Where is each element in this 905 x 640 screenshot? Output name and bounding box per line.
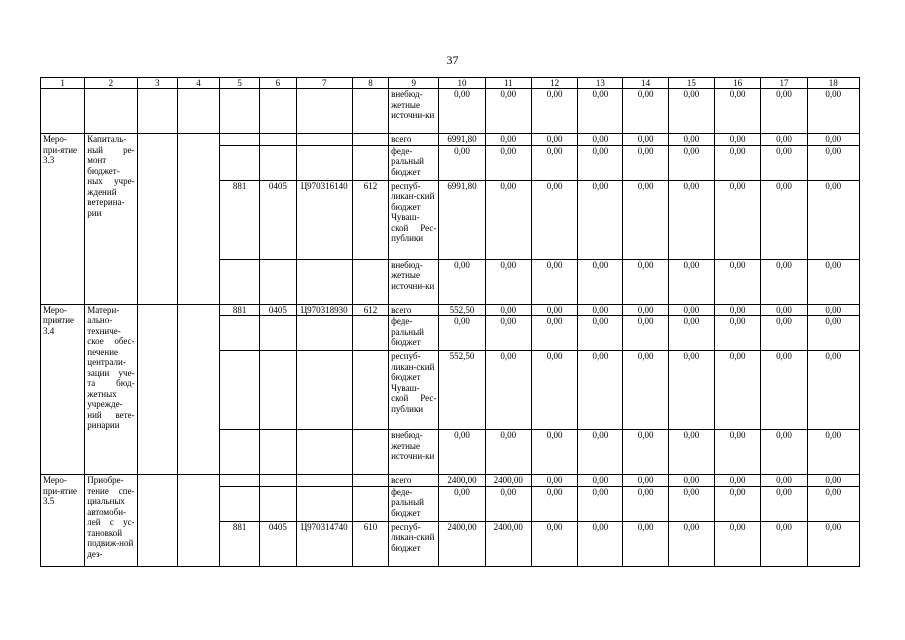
- value-cell: 0,00: [761, 316, 807, 351]
- column-header: 18: [807, 78, 859, 89]
- funding-source-cell: феде-ральный бюджет: [389, 145, 439, 180]
- value-cell: 0,00: [715, 259, 761, 304]
- code-cell: 0405: [260, 304, 296, 316]
- code-cell: 881: [220, 304, 260, 316]
- value-cell: 0,00: [578, 145, 623, 180]
- value-cell: 0,00: [439, 145, 485, 180]
- empty-cell: [41, 89, 85, 134]
- header-row: [41, 78, 860, 89]
- code-cell: [352, 486, 388, 521]
- value-cell: 0,00: [761, 475, 807, 487]
- value-cell: 552,50: [439, 304, 485, 316]
- value-cell: 0,00: [531, 145, 577, 180]
- column-header: 14: [623, 78, 668, 89]
- value-cell: 0,00: [807, 475, 859, 487]
- funding-source-cell: всего: [389, 475, 439, 487]
- code-cell: [260, 351, 296, 430]
- value-cell: 0,00: [439, 430, 485, 475]
- value-cell: 0,00: [623, 134, 668, 146]
- empty-cell: [177, 475, 219, 567]
- code-cell: [352, 89, 388, 134]
- value-cell: 0,00: [485, 430, 531, 475]
- value-cell: 0,00: [715, 486, 761, 521]
- value-cell: 0,00: [531, 89, 577, 134]
- value-cell: 0,00: [715, 430, 761, 475]
- page-number: 37: [446, 53, 459, 67]
- measure-name-cell: Меро-приятие 3.4: [41, 304, 85, 475]
- value-cell: 0,00: [439, 316, 485, 351]
- value-cell: 0,00: [578, 316, 623, 351]
- value-cell: 0,00: [485, 89, 531, 134]
- value-cell: 0,00: [485, 259, 531, 304]
- value-cell: 0,00: [485, 486, 531, 521]
- value-cell: 0,00: [623, 145, 668, 180]
- value-cell: 0,00: [668, 475, 714, 487]
- value-cell: 0,00: [668, 316, 714, 351]
- code-cell: [296, 316, 352, 351]
- value-cell: 0,00: [623, 351, 668, 430]
- empty-cell: [85, 89, 137, 134]
- value-cell: 0,00: [578, 259, 623, 304]
- code-cell: [260, 316, 296, 351]
- code-cell: Ц970316140: [296, 180, 352, 259]
- value-cell: 0,00: [485, 351, 531, 430]
- value-cell: 0,00: [578, 89, 623, 134]
- column-header: 9: [389, 78, 439, 89]
- column-header: 12: [531, 78, 577, 89]
- value-cell: 0,00: [807, 145, 859, 180]
- value-cell: 0,00: [578, 134, 623, 146]
- empty-cell: [137, 89, 177, 134]
- value-cell: 0,00: [623, 89, 668, 134]
- code-cell: [220, 486, 260, 521]
- code-cell: [260, 486, 296, 521]
- column-header: 7: [296, 78, 352, 89]
- value-cell: 0,00: [668, 304, 714, 316]
- value-cell: 2400,00: [439, 521, 485, 566]
- table-row: [41, 134, 860, 146]
- column-header: 6: [260, 78, 296, 89]
- code-cell: [220, 430, 260, 475]
- code-cell: [296, 486, 352, 521]
- value-cell: 0,00: [578, 304, 623, 316]
- value-cell: 0,00: [668, 351, 714, 430]
- value-cell: 0,00: [807, 316, 859, 351]
- measure-name-cell: Меро-при-ятие 3.5: [41, 475, 85, 567]
- value-cell: 0,00: [715, 134, 761, 146]
- code-cell: [352, 134, 388, 146]
- code-cell: [296, 430, 352, 475]
- measure-description-cell: Приобре-тение спе-циальных автомоби-лей с ус-тановкой подвиж-ной дез-: [85, 475, 137, 567]
- code-cell: Ц970314740: [296, 521, 352, 566]
- value-cell: 0,00: [807, 89, 859, 134]
- value-cell: 0,00: [531, 475, 577, 487]
- column-header: 5: [220, 78, 260, 89]
- value-cell: 0,00: [668, 486, 714, 521]
- column-header: 2: [85, 78, 137, 89]
- code-cell: [296, 259, 352, 304]
- table-row: [41, 304, 860, 316]
- value-cell: 0,00: [715, 304, 761, 316]
- value-cell: 0,00: [531, 180, 577, 259]
- column-header: 8: [352, 78, 388, 89]
- budget-table: [40, 77, 860, 567]
- value-cell: 0,00: [715, 475, 761, 487]
- column-header: 15: [668, 78, 714, 89]
- measure-name-cell: Меро-при-ятие 3.3: [41, 134, 85, 305]
- value-cell: 2400,00: [485, 521, 531, 566]
- column-header: 1: [41, 78, 85, 89]
- column-header: 11: [485, 78, 531, 89]
- value-cell: 0,00: [715, 89, 761, 134]
- value-cell: 0,00: [807, 134, 859, 146]
- code-cell: 612: [352, 304, 388, 316]
- value-cell: 0,00: [485, 304, 531, 316]
- code-cell: 0405: [260, 180, 296, 259]
- funding-source-cell: всего: [389, 134, 439, 146]
- value-cell: 0,00: [578, 180, 623, 259]
- value-cell: 0,00: [623, 304, 668, 316]
- code-cell: 610: [352, 521, 388, 566]
- value-cell: 0,00: [578, 351, 623, 430]
- code-cell: 612: [352, 180, 388, 259]
- funding-source-cell: внебюд-жетные источни-ки: [389, 89, 439, 134]
- code-cell: [220, 134, 260, 146]
- value-cell: 2400,00: [439, 475, 485, 487]
- code-cell: [260, 89, 296, 134]
- value-cell: 0,00: [623, 180, 668, 259]
- value-cell: 0,00: [439, 486, 485, 521]
- code-cell: [352, 145, 388, 180]
- value-cell: 0,00: [623, 475, 668, 487]
- funding-source-cell: респуб-ликан-ский бюджет Чуваш-ской Рес-публики: [389, 180, 439, 259]
- value-cell: 0,00: [761, 430, 807, 475]
- funding-source-cell: респуб-ликан-ский бюджет Чуваш-ской Рес-публики: [389, 351, 439, 430]
- code-cell: Ц970318930: [296, 304, 352, 316]
- code-cell: [352, 316, 388, 351]
- value-cell: 0,00: [761, 259, 807, 304]
- value-cell: 0,00: [807, 351, 859, 430]
- code-cell: [220, 89, 260, 134]
- table-row: [41, 89, 860, 134]
- value-cell: 0,00: [439, 89, 485, 134]
- code-cell: [296, 145, 352, 180]
- empty-cell: [137, 134, 177, 305]
- value-cell: 0,00: [531, 304, 577, 316]
- measure-description-cell: Капиталь-ный ре-монт бюджет-ных учре-ждений ветерина-рии: [85, 134, 137, 305]
- code-cell: [260, 134, 296, 146]
- funding-source-cell: внебюд-жетные источни-ки: [389, 259, 439, 304]
- value-cell: 0,00: [623, 486, 668, 521]
- code-cell: 881: [220, 521, 260, 566]
- value-cell: 0,00: [807, 486, 859, 521]
- value-cell: 0,00: [715, 145, 761, 180]
- value-cell: 0,00: [578, 430, 623, 475]
- value-cell: 0,00: [485, 180, 531, 259]
- column-header: 13: [578, 78, 623, 89]
- funding-source-cell: феде-ральный бюджет: [389, 316, 439, 351]
- value-cell: 0,00: [668, 89, 714, 134]
- code-cell: [220, 475, 260, 487]
- code-cell: 881: [220, 180, 260, 259]
- measure-description-cell: Матери-ально-техниче-ское обес-печение централи-зации уче-та бюд-жетных учрежде-ний вете-ринарии: [85, 304, 137, 475]
- value-cell: 0,00: [761, 304, 807, 316]
- value-cell: 0,00: [761, 89, 807, 134]
- column-header: 16: [715, 78, 761, 89]
- value-cell: 0,00: [578, 521, 623, 566]
- value-cell: 2400,00: [485, 475, 531, 487]
- code-cell: [260, 475, 296, 487]
- value-cell: 0,00: [485, 145, 531, 180]
- value-cell: 0,00: [531, 351, 577, 430]
- code-cell: [296, 351, 352, 430]
- value-cell: 0,00: [531, 316, 577, 351]
- column-header: 4: [177, 78, 219, 89]
- column-header: 17: [761, 78, 807, 89]
- value-cell: 0,00: [668, 259, 714, 304]
- value-cell: 0,00: [623, 430, 668, 475]
- value-cell: 0,00: [715, 351, 761, 430]
- value-cell: 0,00: [761, 145, 807, 180]
- code-cell: [352, 259, 388, 304]
- value-cell: 0,00: [623, 316, 668, 351]
- value-cell: 0,00: [807, 259, 859, 304]
- value-cell: 0,00: [761, 180, 807, 259]
- value-cell: 0,00: [668, 134, 714, 146]
- code-cell: [260, 145, 296, 180]
- value-cell: 0,00: [485, 316, 531, 351]
- funding-source-cell: всего: [389, 304, 439, 316]
- code-cell: [352, 430, 388, 475]
- code-cell: [260, 430, 296, 475]
- code-cell: [296, 475, 352, 487]
- empty-cell: [137, 475, 177, 567]
- value-cell: 6991,80: [439, 180, 485, 259]
- value-cell: 0,00: [668, 521, 714, 566]
- value-cell: 0,00: [668, 430, 714, 475]
- empty-cell: [177, 89, 219, 134]
- value-cell: 0,00: [439, 259, 485, 304]
- value-cell: 0,00: [761, 134, 807, 146]
- code-cell: [352, 351, 388, 430]
- value-cell: 0,00: [807, 521, 859, 566]
- code-cell: [220, 316, 260, 351]
- value-cell: 0,00: [623, 521, 668, 566]
- code-cell: [260, 259, 296, 304]
- value-cell: 0,00: [715, 521, 761, 566]
- code-cell: 0405: [260, 521, 296, 566]
- value-cell: 0,00: [807, 304, 859, 316]
- value-cell: 0,00: [531, 134, 577, 146]
- table-row: [41, 475, 860, 487]
- value-cell: 0,00: [668, 180, 714, 259]
- empty-cell: [137, 304, 177, 475]
- value-cell: 0,00: [668, 145, 714, 180]
- funding-source-cell: внебюд-жетные источни-ки: [389, 430, 439, 475]
- value-cell: 0,00: [807, 430, 859, 475]
- value-cell: 0,00: [715, 180, 761, 259]
- funding-source-cell: феде-ральный бюджет: [389, 486, 439, 521]
- value-cell: 0,00: [578, 486, 623, 521]
- value-cell: 0,00: [531, 259, 577, 304]
- value-cell: 0,00: [531, 486, 577, 521]
- value-cell: 6991,80: [439, 134, 485, 146]
- value-cell: 0,00: [761, 521, 807, 566]
- value-cell: 0,00: [485, 134, 531, 146]
- value-cell: 0,00: [531, 430, 577, 475]
- code-cell: [220, 259, 260, 304]
- code-cell: [296, 134, 352, 146]
- code-cell: [220, 145, 260, 180]
- empty-cell: [177, 304, 219, 475]
- funding-source-cell: респуб-ликан-ский бюджет: [389, 521, 439, 566]
- value-cell: 0,00: [531, 521, 577, 566]
- empty-cell: [177, 134, 219, 305]
- value-cell: 0,00: [807, 180, 859, 259]
- value-cell: 0,00: [715, 316, 761, 351]
- value-cell: 552,50: [439, 351, 485, 430]
- value-cell: 0,00: [761, 351, 807, 430]
- code-cell: [352, 475, 388, 487]
- code-cell: [296, 89, 352, 134]
- value-cell: 0,00: [761, 486, 807, 521]
- value-cell: 0,00: [578, 475, 623, 487]
- column-header: 3: [137, 78, 177, 89]
- column-header: 10: [439, 78, 485, 89]
- code-cell: [220, 351, 260, 430]
- value-cell: 0,00: [623, 259, 668, 304]
